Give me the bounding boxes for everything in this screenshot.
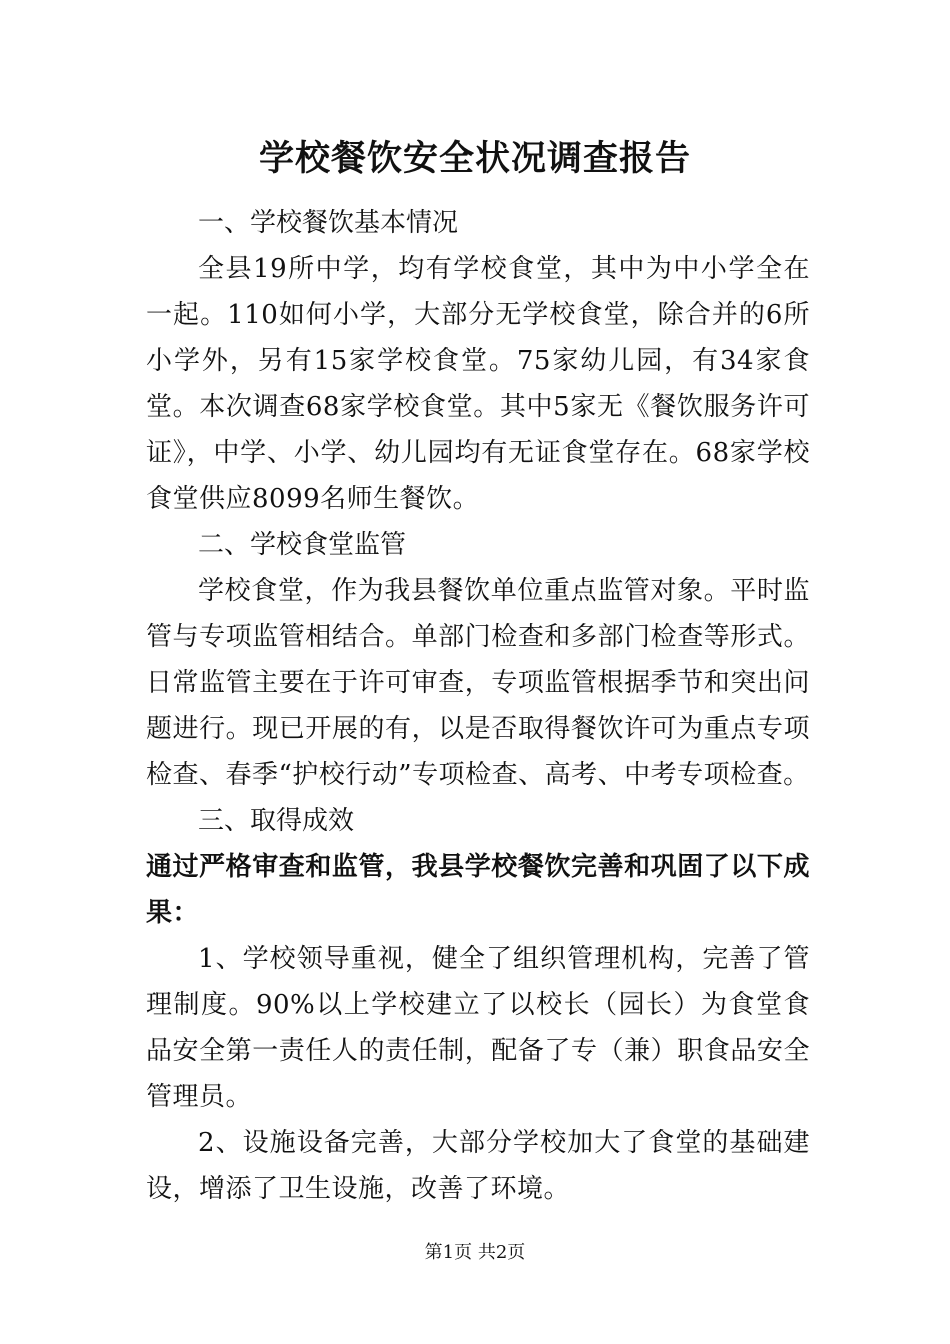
paragraph-result-1: 1、学校领导重视，健全了组织管理机构，完善了管理制度。90%以上学校建立了以校长（园长）为食堂食品安全第一责任人的责任制，配备了专（兼）职食品安全管理员。 [146,944,810,1112]
page-number-footer: 第1页 共2页 [424,1242,526,1263]
section-heading-results: 三、取得成效 [198,806,355,836]
paragraph-basic-info: 全县19所中学，均有学校食堂，其中为中小学全在一起。110如何小学，大部分无学校食堂，除合并的6所小学外，另有15家学校食堂。75家幼儿园，有34家食堂。本次调查68家学校食堂。其中5家无《餐饮服务许可证》，中学、小学、幼儿园均有无证食堂存在。68家学校食堂供应8099名师生餐饮。 [146,254,810,514]
section-heading-basic-info: 一、学校餐饮基本情况 [198,208,459,238]
paragraph-supervision: 学校食堂，作为我县餐饮单位重点监管对象。平时监管与专项监管相结合。单部门检查和多部门检查等形式。日常监管主要在于许可审查，专项监管根据季节和突出问题进行。现已开展的有，以是否取得餐饮许可为重点专项检查、春季“护校行动”专项检查、高考、中考专项检查。 [146,576,810,790]
results-lead-text: 通过严格审查和监管，我县学校餐饮完善和巩固了以下成果： [146,852,810,928]
paragraph-result-2: 2、设施设备完善，大部分学校加大了食堂的基础建设，增添了卫生设施，改善了环境。 [146,1128,810,1204]
document-title: 学校餐饮安全状况调查报告 [258,138,691,179]
document-body [146,200,810,1212]
section-heading-supervision: 二、学校食堂监管 [198,530,407,560]
